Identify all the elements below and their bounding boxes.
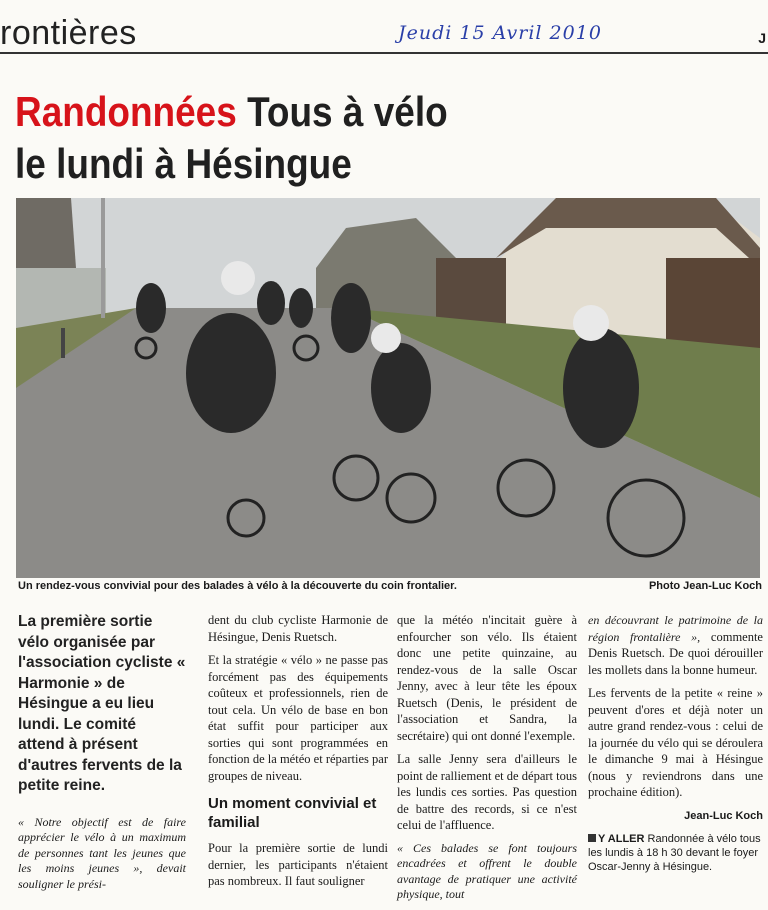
body-paragraph: que la météo n'incitait guère à enfourcher son vélo. Ils étaient donc une petite quinzaine, au rendez-vous de la salle Oscar Jenny, avec à leur tête les époux Ruetsch (Denis, le président de l'association et Sandra, la secrétaire) qui ont donné l'exemple. [397,613,577,743]
body-text: commente Denis Ruetsch. De quoi dérouiller les mollets dans la bonne humeur. [588,629,763,677]
photo-caption [18,580,762,596]
subheading: Un moment convivial et familial [208,795,377,831]
article-column-4 [588,612,763,874]
header-rule [0,52,768,54]
info-box [588,832,763,874]
cyclists-photo-illustration [16,198,760,578]
body-paragraph: Pour la première sortie de lundi dernier, les participants n'étaient pas nombreux. Il faut souligner [208,841,388,888]
headline-line1: Tous à vélo [247,88,448,135]
lede: La première sortie vélo organisée par l'association cycliste « Harmonie » de Hésingue a eu lieu lundi. Le comité attend à présent d'autres fervents de la petite reine. [18,613,186,794]
square-bullet-icon [588,834,596,842]
cut-off-letter: J [758,30,766,46]
caption-text: Un rendez-vous convivial pour des balades à vélo à la découverte du coin frontalier. [18,580,457,592]
body-paragraph: Et la stratégie « vélo » ne passe pas forcément pas des équipements coûteux et professionnels, rien de tout cela. Un vélo de base en bon état suffit pour participer aux sorties qui sont programmées en fonction de la météo et réparties par groupes de niveau. [208,653,388,783]
section-header [0,8,768,54]
quote-continuation: en découvrant le patrimoine de la région frontalière », [588,613,763,644]
section-name: rontières [0,14,137,52]
body-paragraph: dent du club cycliste Harmonie de Hésingue, Denis Ruetsch. [208,613,388,644]
article-column-2 [208,612,388,897]
body-paragraph: La salle Jenny sera d'ailleurs le point de ralliement et de départ tous les lundis ces sorties. Pas question de battre des records, si ce n'est celui de l'affluence. [397,752,577,832]
author-signature: Jean-Luc Koch [684,809,763,822]
body-paragraph: Les fervents de la petite « reine » peuvent d'ores et déjà noter un autre grand rendez-vous : celui de la journée du vélo qui se déroulera le dimanche 9 mai à Hésingue (nous y reviendrons dans une prochaine édition). [588,686,763,799]
headline-kicker: Randonnées [15,88,237,135]
article-photo [16,198,760,578]
photo-credit: Photo Jean-Luc Koch [648,580,762,592]
quote-paragraph: « Ces balades se font toujours encadrées et offrent le double avantage de pratiquer une activité physique, tout [397,840,577,901]
headline-line2: le lundi à Hésingue [15,140,352,187]
headline [15,86,666,190]
info-text: Randonnée à vélo tous les lundis à 18 h 30 devant le foyer Oscar-Jenny à Hésingue. [588,833,761,873]
article-column-3 [397,612,577,910]
info-label: Y ALLER [598,833,645,845]
article-column-1 [18,612,186,899]
handwritten-date: Jeudi 15 Avril 2010 [398,22,602,44]
quote-paragraph: « Notre objectif est de faire apprécier le vélo à un maximum de personnes tant les jeunes que les moins jeunes », devait souligner le prési- [18,814,186,891]
